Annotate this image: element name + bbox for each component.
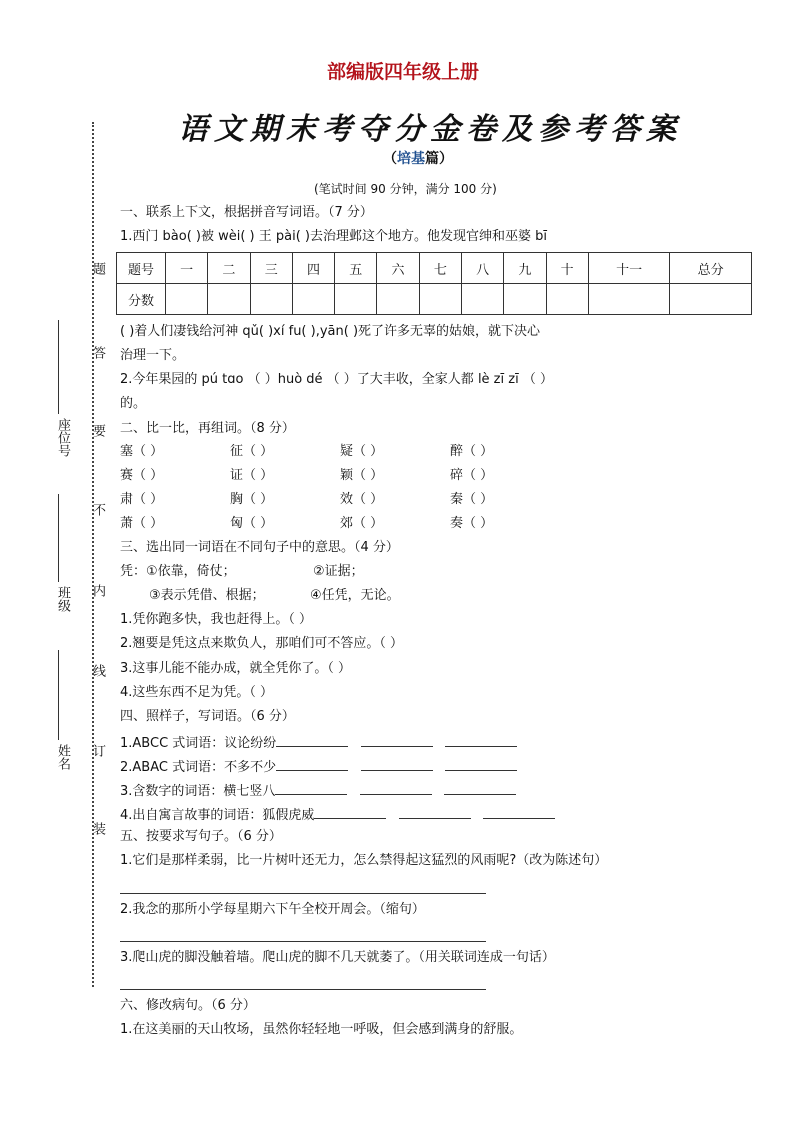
answer-blank[interactable] [276, 733, 348, 747]
score-cell[interactable] [546, 284, 588, 315]
score-header-cell: 题号 [117, 253, 166, 284]
score-header-cell: 七 [419, 253, 461, 284]
section4-q4: 4.出自寓言故事的词语：狐假虎威 [120, 805, 555, 824]
score-cell[interactable] [461, 284, 503, 315]
score-header-cell: 一 [166, 253, 208, 284]
seat-label: 座位号 [55, 418, 70, 457]
score-cell[interactable] [419, 284, 461, 315]
score-row-label: 分数 [117, 284, 166, 315]
margin-warning-4: 不 [90, 503, 105, 516]
compare-item: 赛（ ） [120, 468, 164, 483]
compare-item: 效（ ） [340, 492, 384, 507]
answer-line[interactable] [120, 989, 486, 990]
compare-item: 证（ ） [230, 468, 274, 483]
section1-line2: ( )着人们凄钱给河神 qǔ( )xí fu( ),yān( )死了许多无辜的姑娘，就下决心 [120, 324, 541, 339]
answer-blank[interactable] [483, 805, 555, 819]
compare-item: 塞（ ） [120, 444, 164, 459]
section3-heading: 三、选出同一词语在不同句子中的意思。（4 分） [120, 540, 399, 555]
seat-line[interactable] [58, 320, 59, 414]
binding-dotted-line [92, 122, 94, 987]
compare-item: 奏（ ） [450, 516, 494, 531]
margin-warning-1: 题 [90, 262, 105, 275]
answer-blank[interactable] [276, 757, 348, 771]
section3-q1: 1.凭你跑多快，我也赶得上。（ ） [120, 612, 313, 627]
compare-item: 碎（ ） [450, 468, 494, 483]
name-label: 姓名 [55, 744, 70, 770]
page-title: 语文期末考夺分金卷及参考答案 [178, 112, 682, 147]
score-header-cell: 二 [208, 253, 250, 284]
answer-line[interactable] [120, 893, 486, 894]
score-cell[interactable] [588, 284, 670, 315]
answer-blank[interactable] [361, 757, 433, 771]
compare-item: 萧（ ） [120, 516, 164, 531]
answer-blank[interactable] [314, 805, 386, 819]
score-table-score-row [117, 284, 752, 315]
margin-warning-6: 线 [90, 664, 105, 677]
compare-item: 胸（ ） [230, 492, 274, 507]
name-line[interactable] [58, 650, 59, 740]
compare-item: 郊（ ） [340, 516, 384, 531]
compare-item: 疑（ ） [340, 444, 384, 459]
class-label: 班级 [55, 586, 70, 612]
section1-heading: 一、联系上下文，根据拼音写词语。（7 分） [120, 205, 373, 220]
margin-warning-5: 内 [90, 584, 105, 597]
answer-blank[interactable] [444, 781, 516, 795]
section5-heading: 五、按要求写句子。（6 分） [120, 829, 282, 844]
score-header-cell: 六 [377, 253, 419, 284]
compare-item: 秦（ ） [450, 492, 494, 507]
compare-item: 醉（ ） [450, 444, 494, 459]
section1-line4: 2.今年果园的 pú tɑo （ ）huò dé （ ）了大丰收，全家人都 lè zī zī （ ） [120, 372, 553, 387]
compare-item: 匈（ ） [230, 516, 274, 531]
subtitle-word: 培基 [397, 151, 425, 167]
score-header-cell: 十一 [588, 253, 670, 284]
compare-item: 颖（ ） [340, 468, 384, 483]
section1-line3: 治理一下。 [120, 348, 186, 363]
score-header-cell: 总分 [670, 253, 752, 284]
class-line[interactable] [58, 494, 59, 582]
section5-q3: 3.爬山虎的脚没触着墙。爬山虎的脚不几天就萎了。（用关联词连成一句话） [120, 950, 555, 965]
score-header-cell: 三 [250, 253, 292, 284]
subtitle: （培基篇） [383, 151, 453, 167]
definition-2: ②证据； [313, 564, 364, 579]
exam-info: (笔试时间 90 分钟，满分 100 分) [314, 182, 497, 196]
margin-warning-2: 答 [90, 346, 105, 359]
compare-item: 征（ ） [230, 444, 274, 459]
answer-blank[interactable] [445, 757, 517, 771]
section3-q3: 3.这事儿能不能办成，就全凭你了。（ ） [120, 661, 352, 676]
score-header-cell: 四 [292, 253, 334, 284]
score-cell[interactable] [377, 284, 419, 315]
section3-q2: 2.翘要是凭这点来欺负人，那咱们可不答应。（ ） [120, 636, 404, 651]
score-cell[interactable] [250, 284, 292, 315]
answer-blank[interactable] [445, 733, 517, 747]
section4-q2: 2.ABAC 式词语：不多不少 [120, 757, 517, 776]
score-header-cell: 五 [335, 253, 377, 284]
section6-q1: 1.在这美丽的天山牧场，虽然你轻轻地一呼吸，但会感到满身的舒服。 [120, 1022, 523, 1037]
score-table [116, 252, 752, 315]
section5-q1: 1.它们是那样柔弱，比一片树叶还无力，怎么禁得起这猛烈的风雨呢?（改为陈述句） [120, 853, 608, 868]
score-table-header-row [117, 253, 752, 284]
section2-heading: 二、比一比，再组词。（8 分） [120, 421, 295, 436]
score-cell[interactable] [208, 284, 250, 315]
score-cell[interactable] [292, 284, 334, 315]
answer-blank[interactable] [275, 781, 347, 795]
score-cell[interactable] [166, 284, 208, 315]
answer-blank[interactable] [361, 733, 433, 747]
compare-item: 肃（ ） [120, 492, 164, 507]
score-header-cell: 十 [546, 253, 588, 284]
section4-q3: 3.含数字的词语：横七竖八 [120, 781, 516, 800]
section5-q2: 2.我念的那所小学每星期六下午全校开周会。（缩句） [120, 902, 425, 917]
definition-3: ③表示凭借、根据； [149, 588, 265, 603]
section3-q4: 4.这些东西不足为凭。（ ） [120, 685, 274, 700]
score-header-cell: 八 [461, 253, 503, 284]
score-header-cell: 九 [504, 253, 546, 284]
score-cell[interactable] [504, 284, 546, 315]
section4-q1: 1.ABCC 式词语：议论纷纷 [120, 733, 517, 752]
definition-4: ④任凭，无论。 [310, 588, 400, 603]
answer-blank[interactable] [399, 805, 471, 819]
margin-warning-7: 订 [90, 744, 105, 757]
section4-heading: 四、照样子，写词语。（6 分） [120, 709, 295, 724]
section6-heading: 六、修改病句。（6 分） [120, 998, 256, 1013]
margin-warning-3: 要 [90, 424, 105, 437]
score-cell[interactable] [335, 284, 377, 315]
section1-line1: 1.西门 bào( )被 wèi( ) 王 pài( )去治理邺这个地方。他发现官绅和巫婆 bī [120, 229, 548, 244]
score-cell[interactable] [670, 284, 752, 315]
answer-line[interactable] [120, 941, 486, 942]
section1-line5: 的。 [120, 396, 147, 411]
answer-blank[interactable] [360, 781, 432, 795]
definition-1: 凭：①依靠，倚仗； [120, 564, 236, 579]
margin-warning-8: 装 [90, 822, 105, 835]
edition-label: 部编版四年级上册 [327, 61, 480, 83]
